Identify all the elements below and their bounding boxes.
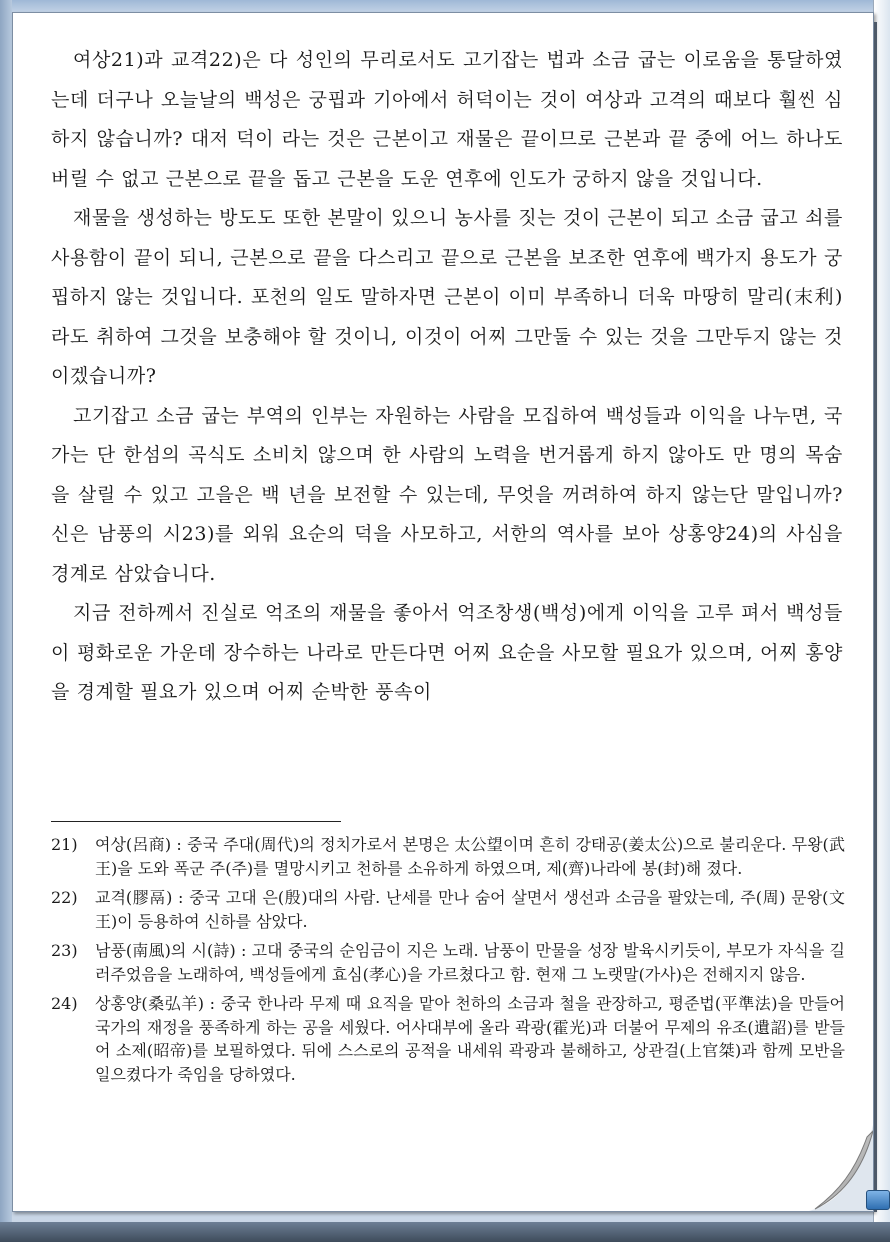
footnote-divider [51, 821, 341, 822]
footnote-24 [51, 992, 845, 1086]
document-page [12, 12, 874, 1212]
footnote-text: 여상(呂商) : 중국 주대(周代)의 정치가로서 본명은 太公望이며 흔히 강태공(姜太公)으로 불리운다. 무왕(武王)을 도와 폭군 주(주)를 멸망시키고 천하를 소유하게 하였으며, 제(齊)나라에 봉(封)해 졌다. [95, 835, 845, 878]
footnotes [51, 833, 845, 1092]
footnote-21 [51, 833, 845, 880]
page-edge-shadow [874, 22, 877, 1212]
footnote-text: 남풍(南風)의 시(詩) : 고대 중국의 순임금이 지은 노래. 남풍이 만물을 성장 발육시키듯이, 부모가 자식을 길러주었음을 노래하여, 백성들에게 효심(孝心)을 가르쳤다고 함. 현재 그 노랫말(가사)은 전해지지 않음. [95, 941, 845, 984]
footnote-number: 22) [51, 888, 78, 907]
footnote-text: 교격(膠鬲) : 중국 고대 은(殷)대의 사람. 난세를 만나 숨어 살면서 생선과 소금을 팔았는데, 주(周) 문왕(文王)이 등용하여 신하를 삼았다. [95, 888, 845, 931]
viewer-left-rail [0, 0, 12, 1242]
body-text [51, 41, 843, 713]
footnote-number: 23) [51, 941, 78, 960]
paragraph-3: 고기잡고 소금 굽는 부역의 인부는 자원하는 사람을 모집하여 백성들과 이익을 나누면, 국가는 단 한섬의 곡식도 소비치 않으며 한 사람의 노력을 번거롭게 하지 않아도 만 명의 목숨을 살릴 수 있고 고을은 백 년을 보전할 수 있는데, 무엇을 꺼려하여 하지 않는단 말입니까? 신은 남풍의 시23)를 외워 요순의 덕을 사모하고, 서한의 역사를 보아 상홍양24)의 사심을 경계로 삼았습니다. [51, 404, 843, 585]
paragraph-4: 지금 전하께서 진실로 억조의 재물을 좋아서 억조창생(백성)에게 이익을 고루 펴서 백성들이 평화로운 가운데 장수하는 나라로 만든다면 어찌 요순을 사모할 필요가 있으며, 어찌 홍양을 경계할 필요가 있으며 어찌 순박한 풍속이 [51, 602, 843, 703]
page-curl-icon[interactable] [809, 1125, 873, 1211]
paragraph-2: 재물을 생성하는 방도도 또한 본말이 있으니 농사를 짓는 것이 근본이 되고 소금 굽고 쇠를 사용함이 끝이 되니, 근본으로 끝을 다스리고 끝으로 근본을 보조한 연후에 백가지 용도가 궁핍하지 않는 것입니다. 포천의 일도 말하자면 근본이 이미 부족하니 더욱 마땅히 말리(末利)라도 취하여 그것을 보충해야 할 것이니, 이것이 어찌 그만둘 수 있는 것을 그만두지 않는 것이겠습니까? [51, 207, 843, 387]
taskbar [0, 1222, 890, 1242]
footnote-text: 상홍양(桑弘羊) : 중국 한나라 무제 때 요직을 맡아 천하의 소금과 철을 관장하고, 평준법(平準法)을 만들어 국가의 재정을 풍족하게 하는 공을 세웠다. 어사대부에 올라 곽광(霍光)과 더불어 무제의 유조(遺詔)를 받들어 소제(昭帝)를 보필하였다. 뒤에 스스로의 공적을 내세워 곽광과 불해하고, 상관걸(上官桀)과 함께 모반을 일으켰다가 죽임을 당하였다. [95, 994, 845, 1084]
footnote-number: 21) [51, 835, 78, 854]
footnote-number: 24) [51, 994, 78, 1013]
next-page-icon[interactable] [866, 1190, 890, 1210]
footnote-22 [51, 886, 845, 933]
footnote-23 [51, 939, 845, 986]
paragraph-1: 여상21)과 교격22)은 다 성인의 무리로서도 고기잡는 법과 소금 굽는 이로움을 통달하였는데 더구나 오늘날의 백성은 궁핍과 기아에서 허덕이는 것이 여상과 고격의 때보다 훨씬 심하지 않습니까? 대저 덕이 라는 것은 근본이고 재물은 끝이므로 근본과 끝 중에 어느 하나도 버릴 수 없고 근본으로 끝을 돕고 근본을 도운 연후에 인도가 궁하지 않을 것입니다. [51, 49, 843, 190]
